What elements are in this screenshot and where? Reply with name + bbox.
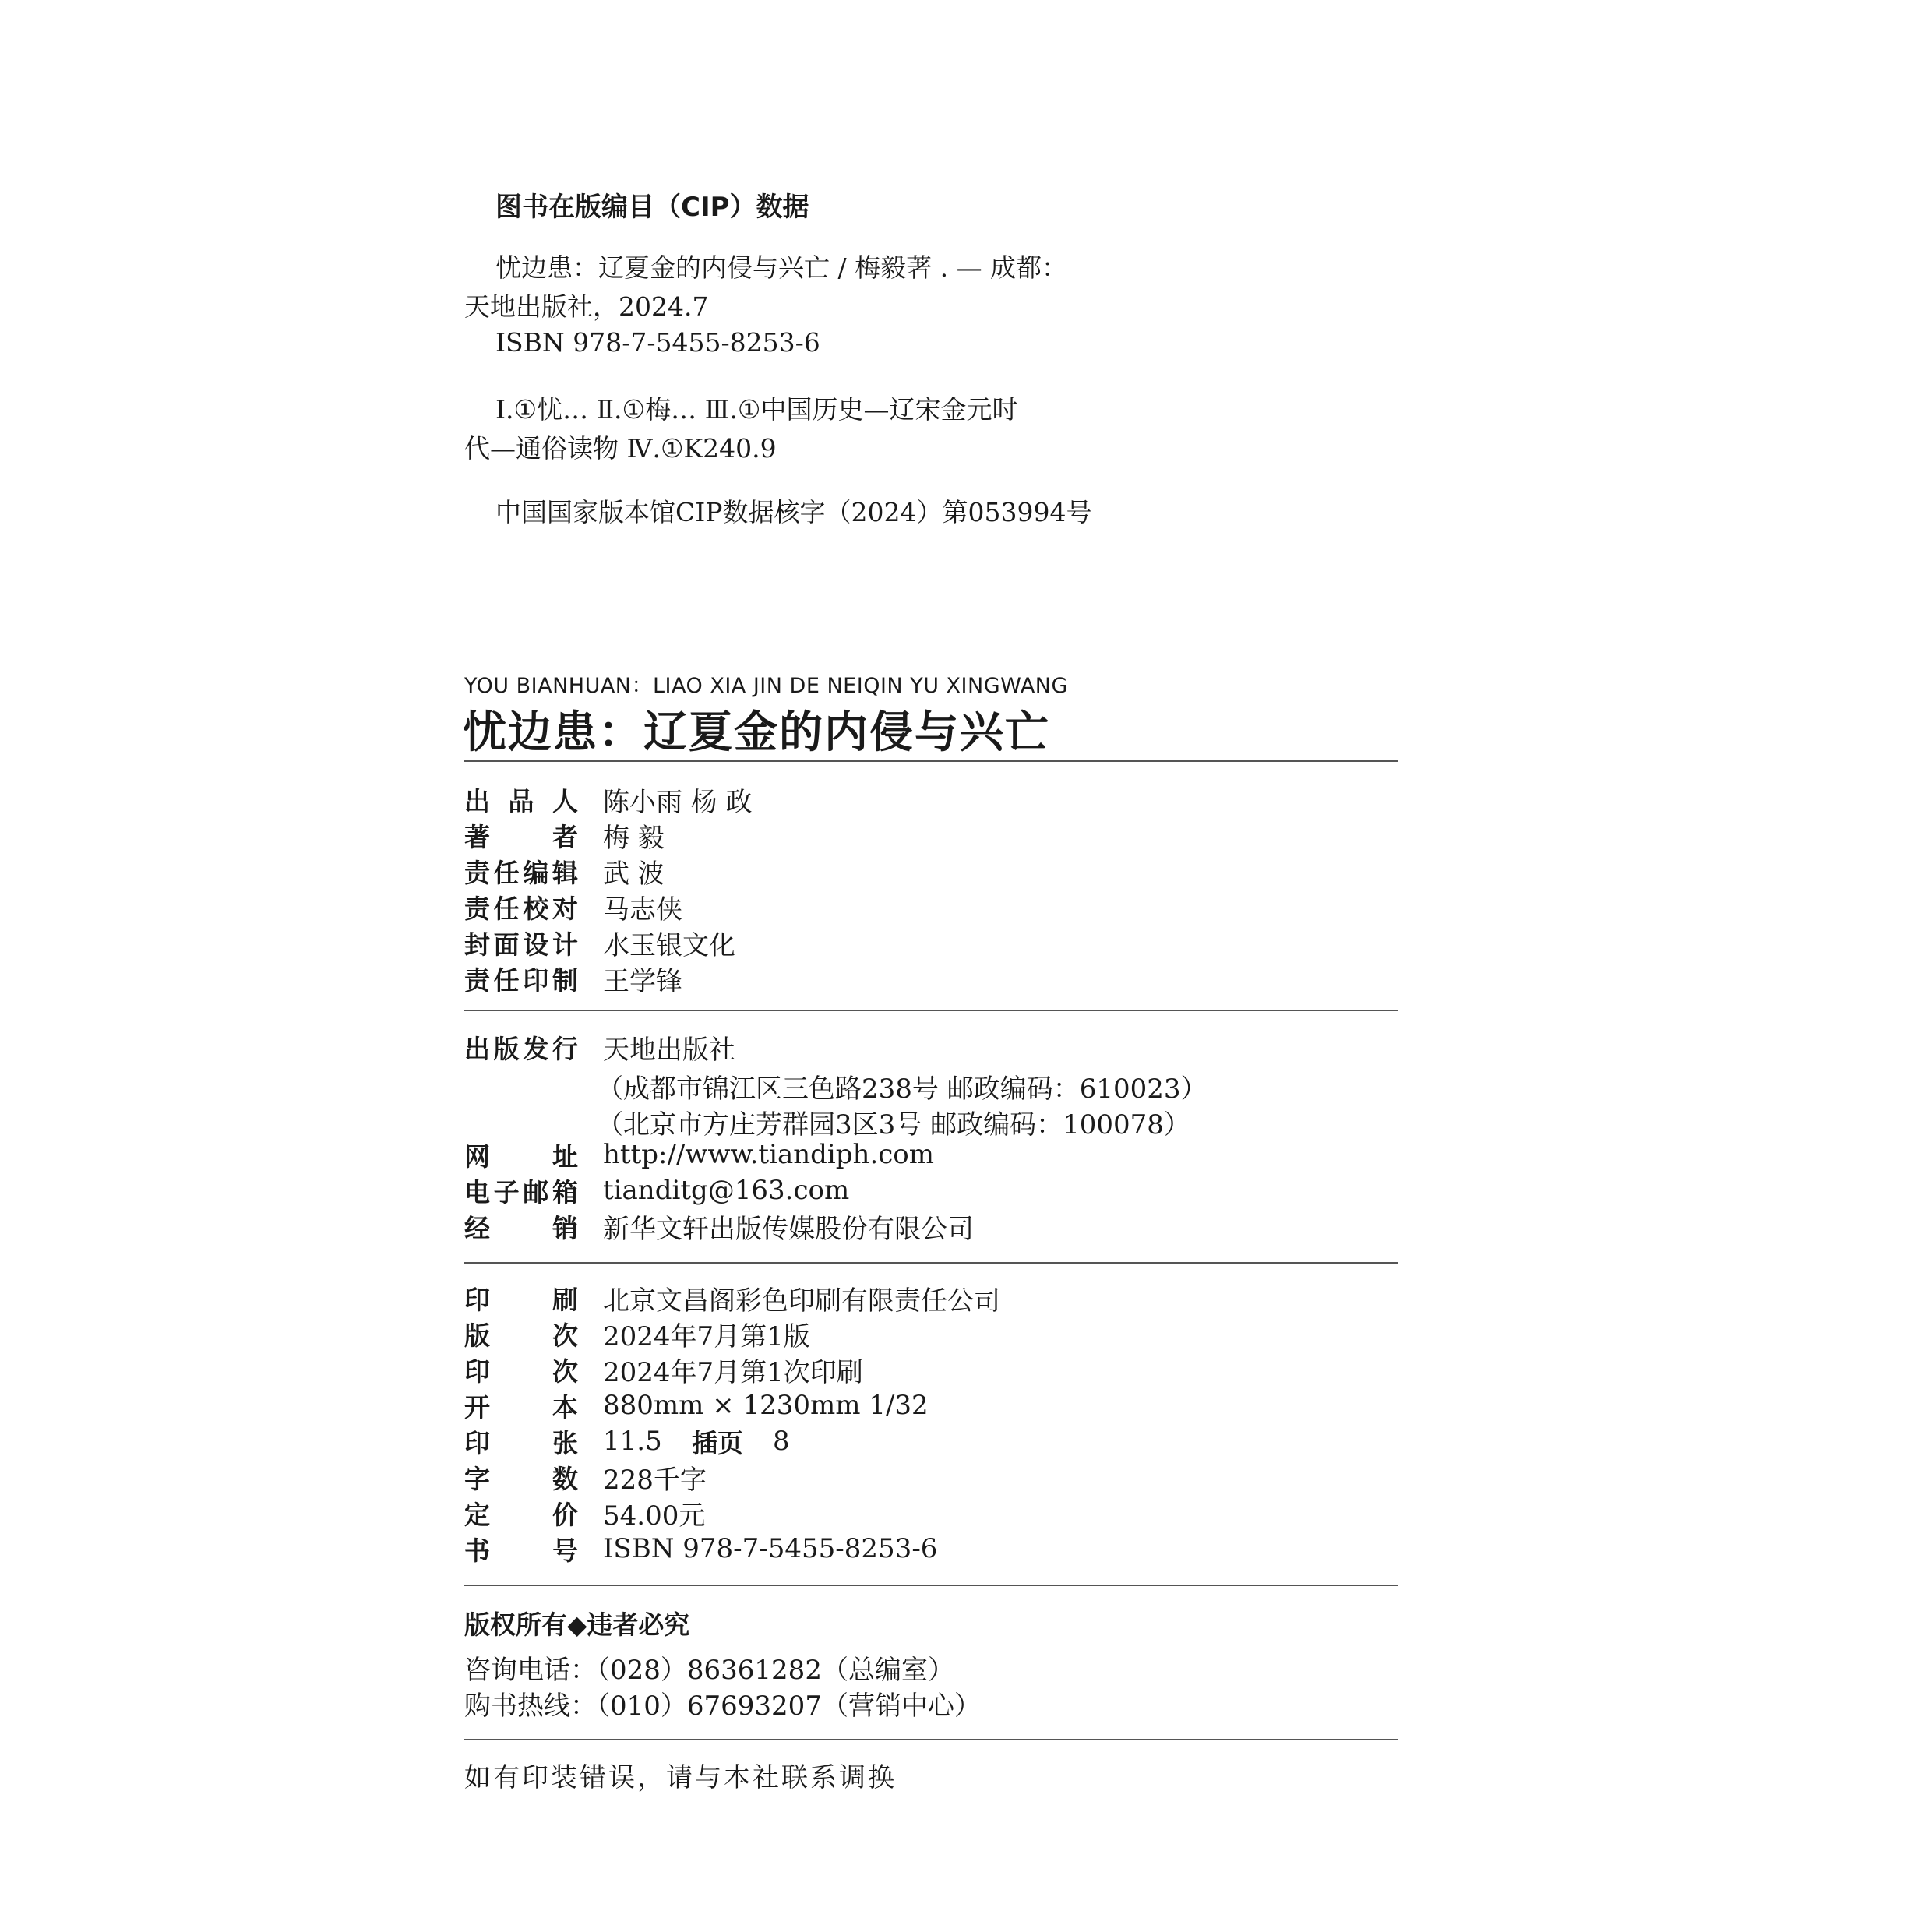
printing-label: 印张 [464,1427,578,1458]
staff-label: 责任编辑 [464,857,578,888]
cip-publisher-line: 天地出版社，2024.7 [464,291,709,322]
printing-row [464,1388,929,1423]
staff-value: 武 波 [603,858,665,890]
printing-row [464,1532,938,1566]
staff-value: 王学锋 [603,965,682,997]
staff-value: 水玉银文化 [603,929,735,961]
staff-label: 封面设计 [464,929,578,960]
copyright-notice: 版权所有◆违者必究 [464,1609,690,1640]
cip-title-line: 忧边患：辽夏金的内侵与兴亡 / 梅毅著 . — 成都： [495,252,1068,283]
inserts-label: 插页 [692,1427,743,1458]
publisher-name: 天地出版社 [603,1034,735,1066]
staff-label: 著者 [464,821,578,852]
staff-label: 责任校对 [464,893,578,924]
staff-row [464,925,735,961]
staff-value: 梅 毅 [603,822,665,854]
email-row [464,1173,850,1208]
divider [464,1010,1398,1011]
cip-isbn: ISBN 978-7-5455-8253-6 [495,327,820,358]
printing-value: 54.00元 [603,1500,706,1532]
printing-value: ISBN 978-7-5455-8253-6 [603,1533,938,1564]
printing-label: 印刷 [464,1284,578,1315]
printing-row [464,1317,810,1352]
printing-label: 字数 [464,1463,578,1494]
printing-value: 228千字 [603,1464,707,1496]
staff-row [464,890,682,925]
printing-label: 定价 [464,1499,578,1530]
staff-label: 责任印制 [464,964,578,996]
divider [464,760,1398,762]
email-address[interactable]: tianditg@163.com [603,1175,850,1206]
divider [464,1262,1398,1264]
printing-row [464,1352,863,1388]
distributor-label: 经销 [464,1212,578,1243]
printing-value: 880mm × 1230mm 1/32 [603,1390,929,1421]
pinyin-title: YOU BIANHUAN：LIAO XIA JIN DE NEIQIN YU XINGWANG [464,674,1068,698]
website-link[interactable]: http://www.tiandiph.com [603,1139,934,1170]
printing-label: 印次 [464,1356,578,1387]
staff-row [464,961,682,997]
cip-heading: 图书在版编目（CIP）数据 [495,192,809,223]
publisher-label: 出版发行 [464,1033,578,1064]
staff-value: 陈小雨 杨 政 [603,786,753,818]
printing-row [464,1281,1000,1317]
printing-label: 书号 [464,1535,578,1566]
printing-label: 版次 [464,1320,578,1351]
cip-verification: 中国国家版本馆CIP数据核字（2024）第053994号 [495,497,1092,527]
staff-value: 马志侠 [603,894,682,925]
sales-phone: 购书热线：（010）67693207（营销中心） [464,1690,981,1722]
email-label: 电子邮箱 [464,1176,578,1208]
publisher-row [464,1030,735,1066]
cip-classification-line-2: 代—通俗读物 Ⅳ.①K240.9 [464,433,777,464]
printing-row [464,1496,706,1532]
website-row [464,1137,934,1172]
replacement-notice: 如有印装错误，请与本社联系调换 [464,1762,897,1793]
printing-label: 开本 [464,1391,578,1423]
chinese-title: 忧边患：辽夏金的内侵与兴亡 [463,707,1050,758]
staff-label: 出品人 [464,785,578,816]
distributor-row [464,1209,974,1245]
staff-row [464,854,665,890]
printing-row [464,1460,707,1496]
staff-row [464,782,753,818]
publisher-address-chengdu: （成都市锦江区三色路238号 邮政编码：610023） [597,1074,1208,1105]
consult-phone: 咨询电话：（028）86361282（总编室） [464,1655,954,1686]
website-label: 网址 [464,1141,578,1172]
publisher-address-beijing: （北京市方庄芳群园3区3号 邮政编码：100078） [597,1109,1190,1141]
printing-row [464,1424,790,1458]
printing-value: 2024年7月第1版 [603,1320,810,1352]
distributor-name: 新华文轩出版传媒股份有限公司 [603,1213,974,1245]
staff-row [464,818,665,854]
printing-value: 11.5 [603,1426,662,1457]
printing-value: 北京文昌阁彩色印刷有限责任公司 [603,1285,1000,1317]
divider [464,1585,1398,1586]
cip-classification-line-1: Ⅰ.①忧… Ⅱ.①梅… Ⅲ.①中国历史—辽宋金元时 [495,394,1018,425]
divider [464,1739,1398,1740]
printing-value: 2024年7月第1次印刷 [603,1356,863,1388]
inserts-value: 8 [773,1426,790,1457]
